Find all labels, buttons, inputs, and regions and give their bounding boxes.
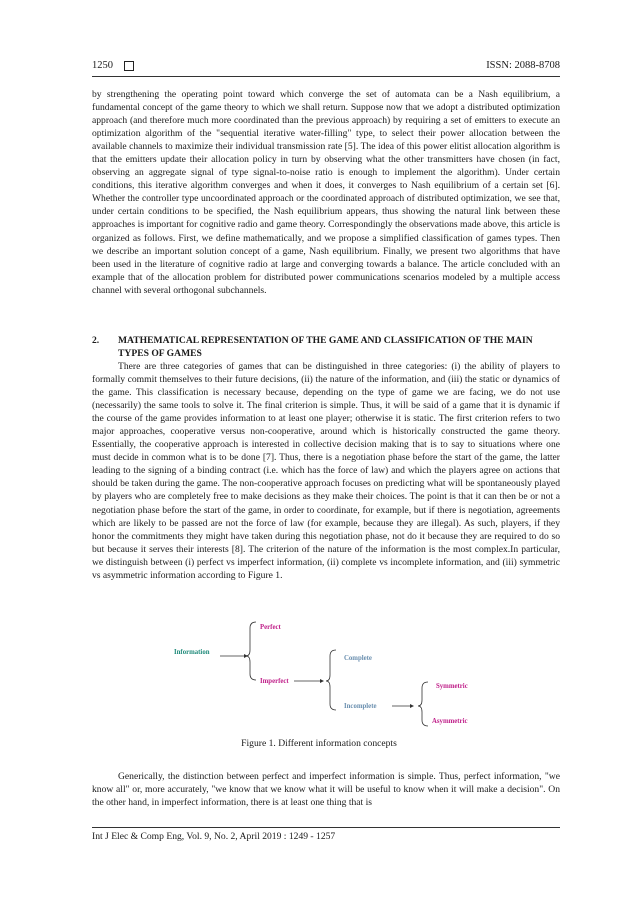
node-complete: Complete bbox=[344, 655, 372, 662]
node-imperfect: Imperfect bbox=[260, 678, 289, 685]
node-information: Information bbox=[174, 649, 210, 656]
section-title: MATHEMATICAL REPRESENTATION OF THE GAME AND CLASSIFICATION OF THE MAIN TYPES OF GAMES bbox=[118, 335, 533, 359]
intro-paragraph: by strengthening the operating point toward which converge the set of automata can be a Nash equilibrium, a fundamental concept of the game theory to which we shall return. Suppose now that we adopt a distributed optimization approach (and therefore much more coordinated than the previous approach) by requiring a set of emitters to execute an optimization algorithm of the "sequential iterative water-filling" type, to select their power allocation between the available channels to maximize their individual transmission rate [5]. The idea of this power elitist allocation algorithm is that the emitters update their allocation policy in turn by observing what the other transmitters have chosen (in fact, observing an aggregate signal of type signal-to-noise ratio is enough to implement the algorithm). Under certain conditions, this iterative algorithm converges and when it does, it converges to Nash equilibrium of a certain set [6]. Whether the controller type uncoordinated approach or the coordinated approach of distributed optimization, we see that, under certain conditions to be specified, the Nash equilibrium appears, thus showing the natural link between these approaches is important for cognitive radio and game theory. Correspondingly the observations made above, this article is organized as follows. First, we define mathematically, and we propose a simplified classification of games types. Then we describe an important solution concept of a game, Nash equilibrium. Finally, we present two algorithms that have been used in the literature of cognitive radio at large and converging towards a balance. The article concluded with an example that of the allocation problem for distributed power communications scenarios modeled by a multiple access channel with several orthogonal subchannels. bbox=[92, 89, 560, 296]
issn-label: ISSN: 2088-8708 bbox=[486, 60, 560, 71]
page-header bbox=[92, 60, 560, 77]
page-number: 1250 bbox=[92, 60, 113, 71]
page-footer bbox=[92, 827, 560, 842]
journal-citation: Int J Elec & Comp Eng, Vol. 9, No. 2, April 2019 : 1249 - 1257 bbox=[92, 831, 336, 842]
figure-caption: Figure 1. Different information concepts bbox=[241, 738, 397, 749]
closing-paragraph: Generically, the distinction between perfect and imperfect information is simple. Thus, perfect information, "we know all" or, more accurately, "we know that we know what it will be useful to know when it will make a decision". On the other hand, in imperfect information, there is at least one thing that is bbox=[92, 771, 560, 809]
brace-perfect-imperfect bbox=[246, 622, 256, 680]
square-icon bbox=[124, 61, 134, 71]
arrow-head bbox=[410, 704, 414, 708]
arrow-head bbox=[320, 679, 324, 683]
node-symmetric: Symmetric bbox=[436, 683, 468, 690]
node-asymmetric: Asymmetric bbox=[432, 718, 468, 725]
section-heading bbox=[92, 334, 560, 360]
section-number: 2. bbox=[92, 335, 100, 346]
brace-complete-incomplete bbox=[326, 650, 336, 710]
information-concepts-diagram bbox=[160, 612, 490, 742]
node-incomplete: Incomplete bbox=[344, 703, 377, 710]
brace-symmetric-asymmetric bbox=[418, 682, 428, 726]
node-perfect: Perfect bbox=[260, 624, 281, 631]
section-paragraph: There are three categories of games that can be distinguished in three categories: (i) the ability of players to formally commit themselves to their future decisions, (ii) the nature of the information, and (iii) the static or dynamics of the game. This classification is necessary because, depending on the type of game we are facing, we do not use (necessarily) the same tools to solve it. The final criterion is simple. Thus, it will be said of a game that it is dynamic if the course of the game provides information to at least one player; otherwise it is static. The first criterion refers to two major approaches, cooperative versus non-cooperative, around which is historically constructed the game theory. Essentially, the cooperative approach is interested in collective decision making that is to say to situations where one must decide in common what is to be done [7]. Thus, there is a negotiation phase before the start of the game, the latter leading to the signing of a binding contract (i.e. which has the force of law) and which the players agree on actions that should be taken during the game. The non-cooperative approach focuses on predicting what will be spontaneously played by players who are completely free to make decisions as they make their choices. The point is that it can then be or not a negotiation phase before the start of the game, in order to coordinate, for example, but if there is negotiation, agreements which are likely to be passed are not the force of law (for example, because they are illegal). As such, players, if they honor the commitments they might have taken during this negotiation phase, not do it because they are required to do so but because it serves their interests [8]. The criterion of the nature of the information is the most complex.In particular, we distinguish between (i) perfect vs imperfect information, (ii) complete vs incomplete information, and (iii) symmetric vs asymmetric information according to Figure 1. bbox=[92, 361, 560, 581]
